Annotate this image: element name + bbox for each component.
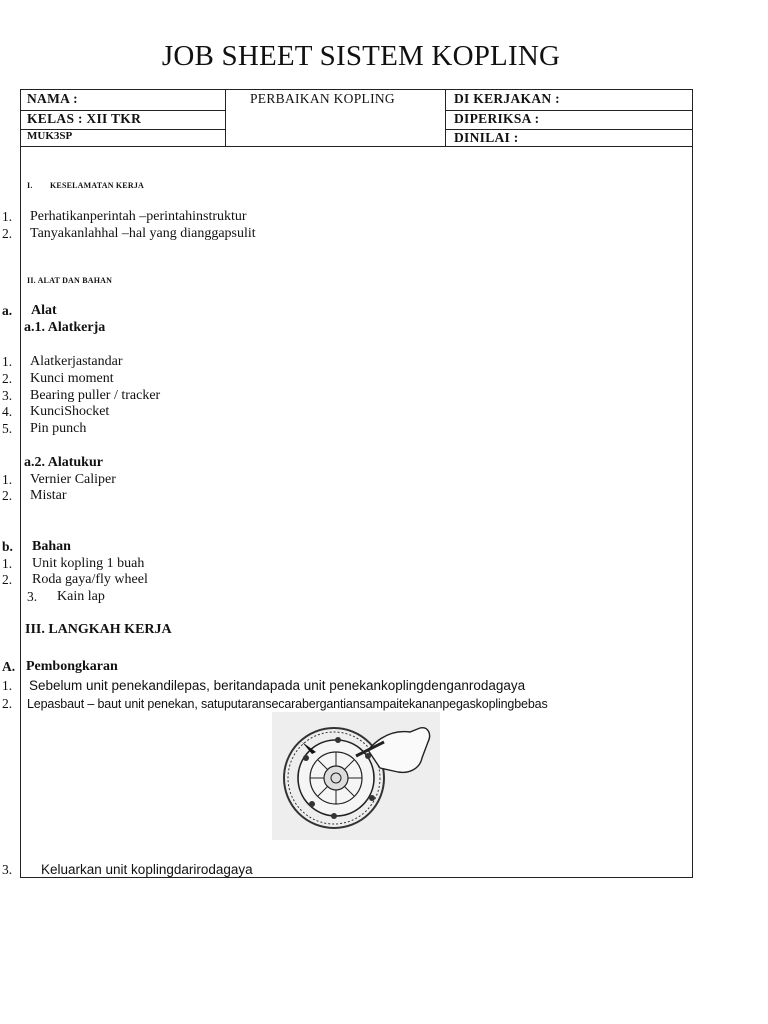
list-item: Keluarkan unit koplingdarirodagaya xyxy=(41,862,253,877)
section-1-number: I. xyxy=(27,181,33,190)
list-number: 3. xyxy=(2,388,13,403)
list-number: 2. xyxy=(2,371,13,386)
task-title: PERBAIKAN KOPLING xyxy=(250,91,395,106)
list-number: 3. xyxy=(2,862,13,877)
subsection-letter: A. xyxy=(2,659,16,674)
list-item: Roda gaya/fly wheel xyxy=(32,572,148,587)
subsection-alat-label: Alat xyxy=(31,303,57,318)
subsection-pembongkaran-label: Pembongkaran xyxy=(26,659,118,674)
list-item: Mistar xyxy=(30,488,67,503)
list-number: 5. xyxy=(2,421,13,436)
checked-by-label: DIPERIKSA : xyxy=(454,111,540,126)
subsection-letter: b. xyxy=(2,539,13,554)
clutch-removal-illustration xyxy=(272,712,440,840)
worked-on-label: DI KERJAKAN : xyxy=(454,91,560,106)
section-2-heading: II. ALAT DAN BAHAN xyxy=(27,276,113,285)
subsection-bahan-label: Bahan xyxy=(32,539,71,554)
list-item: Lepasbaut – baut unit penekan, satuputaransecarabergantiansampaitekananpegaskoplingbebas xyxy=(27,697,548,711)
list-number: 3. xyxy=(27,589,38,604)
name-field-label: NAMA : xyxy=(27,91,78,106)
list-number: 4. xyxy=(2,404,13,419)
subsection-alatkerja-label: a.1. Alatkerja xyxy=(24,320,106,335)
assessed-label: DINILAI : xyxy=(454,130,519,145)
subsection-alatukur-label: a.2. Alatukur xyxy=(24,455,103,470)
list-number: 1. xyxy=(2,556,13,571)
list-item: Kunci moment xyxy=(30,371,114,386)
list-number: 2. xyxy=(2,572,13,587)
list-number: 1. xyxy=(2,209,13,224)
list-item: Perhatikanperintah –perintahinstruktur xyxy=(30,209,247,224)
muk-code: MUK3SP xyxy=(27,130,73,142)
list-item: KunciShocket xyxy=(30,404,110,419)
section-3-heading: III. LANGKAH KERJA xyxy=(25,622,172,637)
divider xyxy=(225,89,226,146)
list-number: 2. xyxy=(2,696,13,711)
divider xyxy=(445,89,446,146)
list-item: Sebelum unit penekandilepas, beritandapada unit penekankoplingdenganrodagaya xyxy=(29,678,526,693)
list-item: Tanyakanlahhal –hal yang dianggapsulit xyxy=(30,226,256,241)
list-number: 1. xyxy=(2,678,13,693)
list-item: Kain lap xyxy=(57,589,105,604)
list-number: 1. xyxy=(2,472,13,487)
list-number: 2. xyxy=(2,488,13,503)
list-item: Vernier Caliper xyxy=(30,472,116,487)
list-item: Unit kopling 1 buah xyxy=(32,556,145,571)
list-number: 1. xyxy=(2,354,13,369)
list-item: Pin punch xyxy=(30,421,87,436)
class-label: KELAS : XII TKR xyxy=(27,111,142,126)
list-item: Alatkerjastandar xyxy=(30,354,123,369)
section-1-heading: KESELAMATAN KERJA xyxy=(50,181,145,190)
subsection-letter: a. xyxy=(2,303,13,318)
divider xyxy=(20,146,693,147)
list-item: Bearing puller / tracker xyxy=(30,388,161,403)
page-title: JOB SHEET SISTEM KOPLING xyxy=(161,40,561,72)
list-number: 2. xyxy=(2,226,13,241)
